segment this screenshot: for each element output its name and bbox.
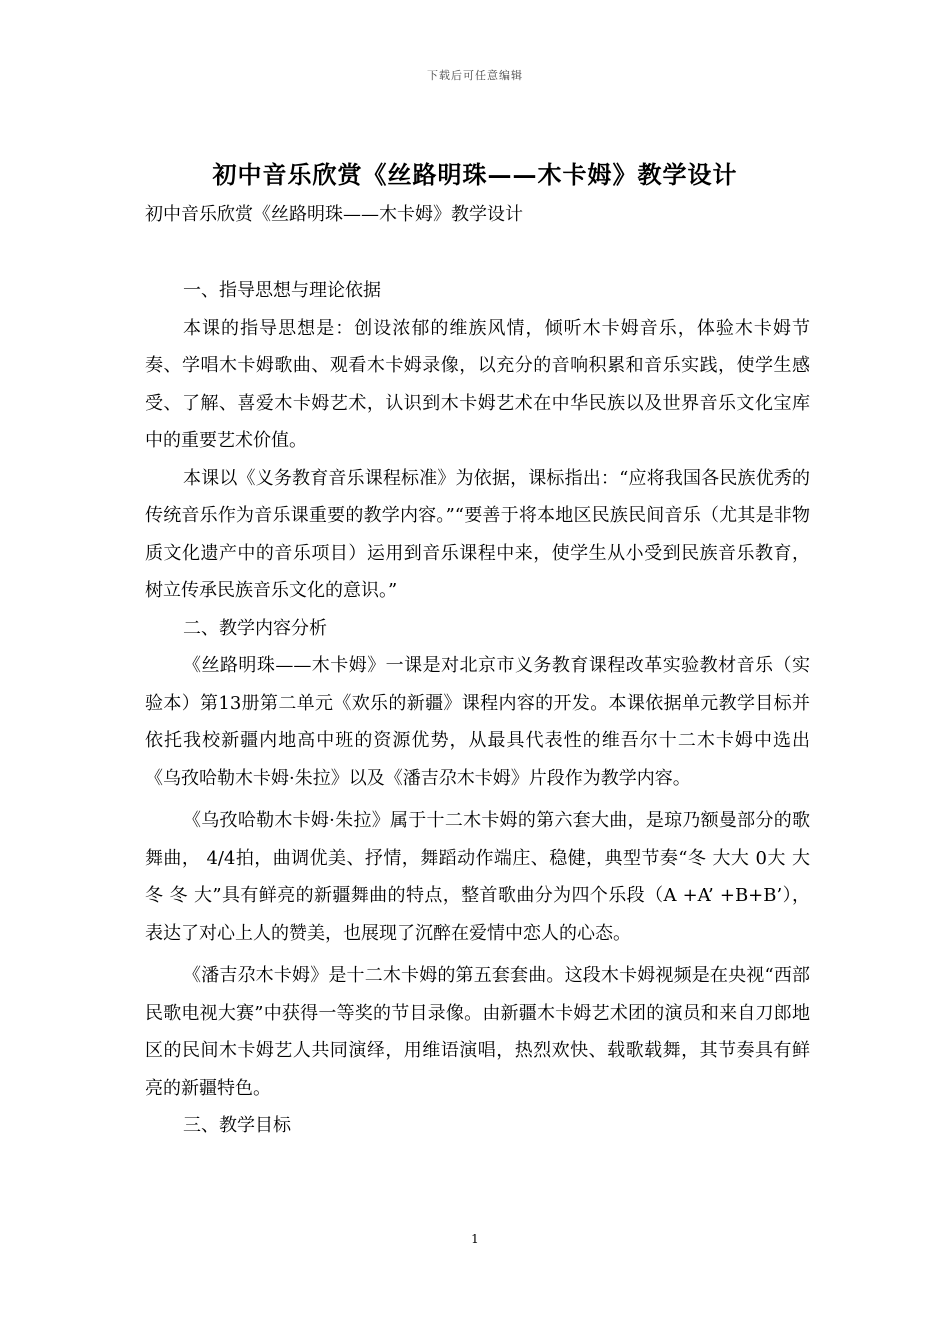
section-heading-1: 一、指导思想与理论依据	[183, 280, 381, 301]
section-heading-3: 三、教学目标	[183, 1115, 291, 1136]
paragraph: 《丝路明珠——木卡姆》一课是对北京市义务教育课程改革实验教材音乐（实验本）第13册第二单元《欢乐的新疆》课程内容的开发。本课依据单元教学目标并依托我校新疆内地高中班的资源优势，从最具代表性的维吾尔十二木卡姆中选出《乌孜哈勒木卡姆·朱拉》以及《潘吉尕木卡姆》片段作为教学内容。	[145, 655, 810, 789]
paragraph: 本课以《义务教育音乐课程标准》为依据，课标指出：“应将我国各民族优秀的传统音乐作为音乐课重要的教学内容。”“要善于将本地区民族民间音乐（尤其是非物质文化遗产中的音乐项目）运用到音乐课程中来，使学生从小受到民族音乐教育，树立传承民族音乐文化的意识。”	[145, 467, 810, 601]
document-title: 初中音乐欣赏《丝路明珠——木卡姆》教学设计	[212, 160, 738, 189]
paragraph: 本课的指导思想是：创设浓郁的维族风情，倾听木卡姆音乐，体验木卡姆节奏、学唱木卡姆歌曲、观看木卡姆录像，以充分的音响积累和音乐实践，使学生感受、了解、喜爱木卡姆艺术，认识到木卡姆艺术在中华民族以及世界音乐文化宝库中的重要艺术价值。	[145, 317, 810, 451]
paragraph: 《潘吉尕木卡姆》是十二木卡姆的第五套套曲。这段木卡姆视频是在央视“西部民歌电视大赛”中获得一等奖的节目录像。由新疆木卡姆艺术团的演员和来自刀郎地区的民间木卡姆艺人共同演绎，用维语演唱，热烈欢快、载歌载舞，其节奏具有鲜亮的新疆特色。	[145, 965, 810, 1099]
page-header: 下载后可任意编辑	[427, 69, 523, 82]
document-body	[145, 272, 810, 1145]
paragraph: 《乌孜哈勒木卡姆·朱拉》属于十二木卡姆的第六套大曲，是琼乃额曼部分的歌舞曲， 4/4拍，曲调优美、抒情，舞蹈动作端庄、稳健，典型节奏“冬 大大 0大 大 冬 冬 大”具有鲜亮的新疆舞曲的特点，整首歌曲分为四个乐段（A +A’ +B+B’），表达了对心上人的赞美，也展现了沉醉在爱情中恋人的心态。	[145, 810, 810, 944]
document-subtitle: 初中音乐欣赏《丝路明珠——木卡姆》教学设计	[145, 204, 523, 225]
section-heading-2: 二、教学内容分析	[183, 617, 327, 639]
page-number: 1	[471, 1232, 479, 1246]
